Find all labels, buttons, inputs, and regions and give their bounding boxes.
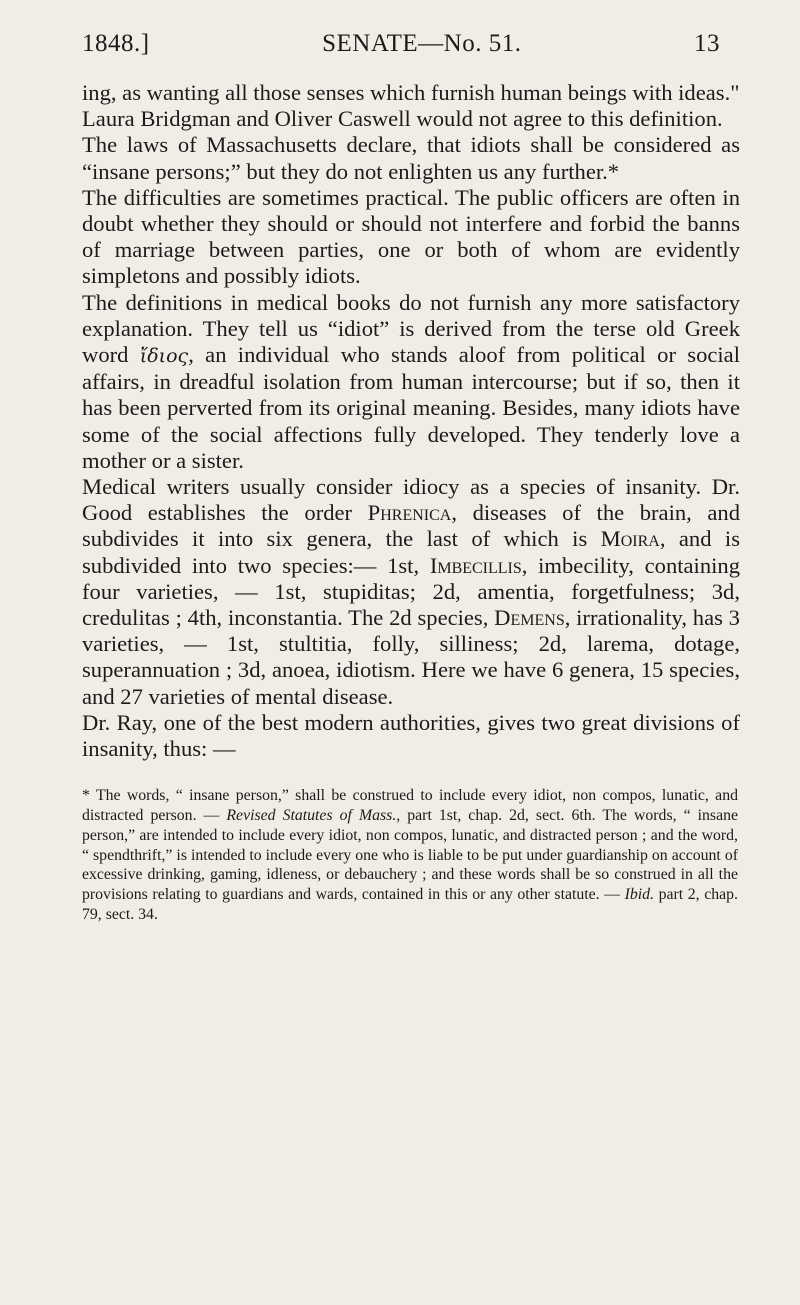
paragraph-7: Dr. Ray, one of the best modern authorities, gives two great divisions of insanity, thus: — [82, 709, 740, 762]
paragraph-1: ing, as wanting all those senses which furnish human beings with ideas." [82, 80, 740, 105]
footnote-citation-ibid: Ibid. [624, 886, 655, 904]
page-number: 13 [694, 30, 720, 57]
paragraph-4: The difficulties are sometimes practical. The public officers are often in doubt whether they should or should not interfere and forbid the banns of marriage between parties, one or both of whom are evidently simpletons and possibly idiots. [82, 184, 740, 289]
paragraph-5-text-b: , an individual who stands aloof from political or social affairs, in dreadful isolation from human intercourse; but if so, then it has been perverted from its original meaning. Besides, many idiots have some of the social affections fully developed. They tenderly love a mother or a sister. [82, 342, 740, 473]
paragraph-6 [82, 474, 740, 710]
paragraph-6-text-c: , and is subdivided into two species:— 1st, [82, 526, 740, 578]
header-title: SENATE—No. 51. [322, 30, 522, 57]
running-head [82, 30, 740, 58]
paragraph-6-text-a: Medical writers usually consider idiocy as a species of insanity. Dr. Good establishes the order [82, 474, 740, 526]
footnote-text-a: * The words, “ insane person,” shall be construed to include every idiot, non compos, lunatic, and distracted person. — [82, 787, 738, 825]
term-demens: Demens [494, 605, 565, 631]
paragraph-3: The laws of Massachusetts declare, that idiots shall be considered as “insane persons;” but they do not enlighten us any further.* [82, 132, 740, 184]
paragraph-5-text-a: The definitions in medical books do not furnish any more satisfactory explanation. They tell us “idiot” is derived from the terse old Greek word [82, 289, 740, 368]
footnote-text-b: , part 1st, chap. 2d, sect. 6th. The words, “ insane person,” are intended to include every idiot, non compos, lunatic, and distracted person ; and the word, “ spendthrift,” is intended to include every one who is liable to be put under guardianship on account of excessive drinking, gaming, idleness, or debauchery ; and these words shall be so construed in all the provisions relating to guardians and wards, contained in this or any other statute. — [82, 807, 738, 904]
body-text [82, 80, 740, 762]
paragraph-6-text-b: , diseases of the brain, and subdivides it into six genera, the last of which is [82, 500, 740, 552]
footnote [82, 786, 738, 925]
header-year: 1848.] [82, 30, 150, 57]
footnote-citation-statutes: Revised Statutes of Mass. [226, 807, 397, 825]
paragraph-5 [82, 290, 740, 474]
paragraph-6-text-e: , irrationality, has 3 varieties, — 1st, stultitia, folly, silliness; 2d, larema, dotage, superannuation ; 3d, anoea, idiotism. Here we have 6 genera, 15 species, and 27 varieties of mental disease. [82, 605, 740, 709]
footnote-block [82, 786, 740, 925]
paragraph-6-text-d: , imbecility, containing four varieties, — 1st, stupiditas; 2d, amentia, forgetfulness; 3d, credulitas ; 4th, inconstantia. The 2d species, [82, 552, 740, 631]
term-phrenica: Phrenica [367, 500, 452, 526]
greek-word: ἴδιος [139, 345, 189, 368]
footnote-text-c: part 2, chap. 79, sect. 34. [82, 886, 738, 924]
term-moira: Moira [600, 526, 660, 552]
term-imbecillis: Imbecillis [429, 552, 522, 578]
paragraph-2: Laura Bridgman and Oliver Caswell would not agree to this definition. [82, 106, 723, 132]
